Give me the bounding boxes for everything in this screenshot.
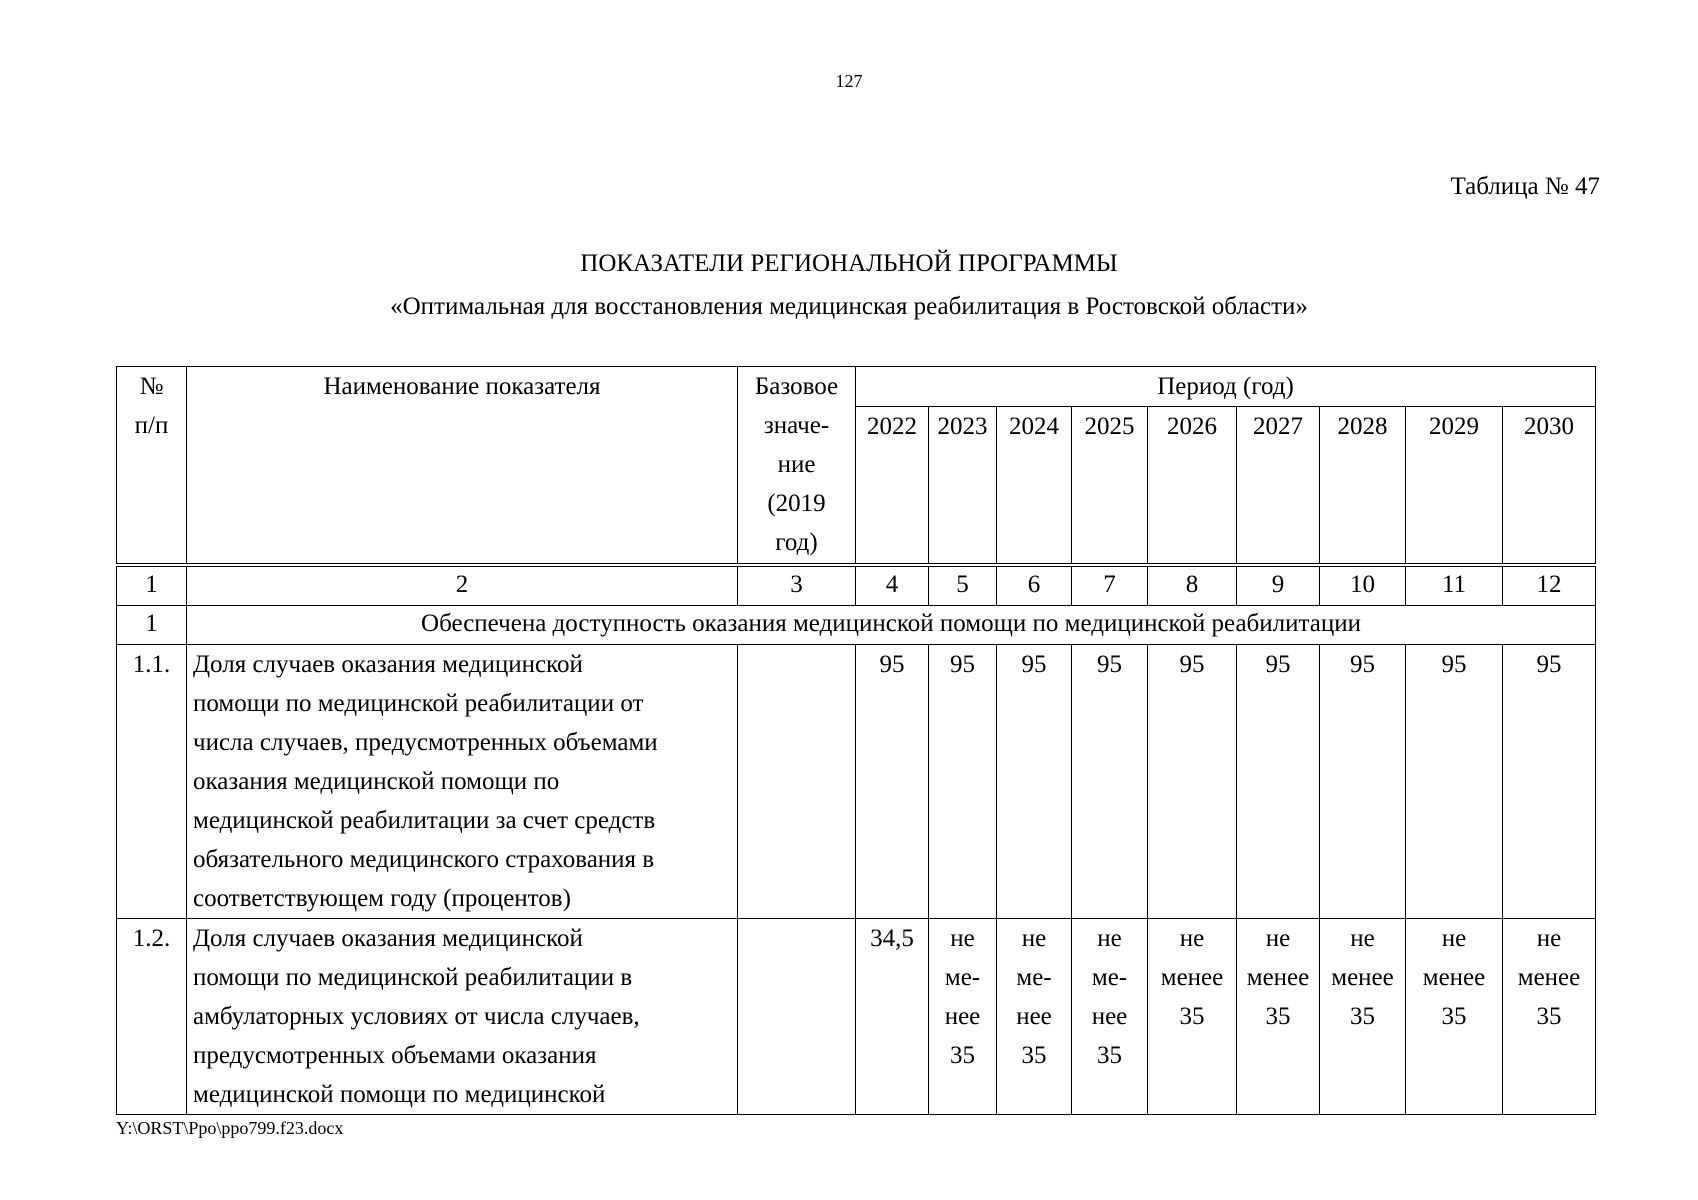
year-value-cell bbox=[1148, 919, 1237, 1115]
indicator-name-line: медицинской реабилитации за счет средств bbox=[193, 807, 656, 834]
year-value-line: не bbox=[1265, 925, 1291, 952]
year-value-cell bbox=[856, 919, 929, 1115]
indicator-name-line: обязательного медицинского страхования в bbox=[193, 846, 655, 873]
year-value-line: менее bbox=[1517, 964, 1581, 991]
document-subtitle: «Оптимальная для восстановления медицинская реабилитация в Ростовской области» bbox=[390, 293, 1308, 320]
year-value: 95 bbox=[1320, 645, 1406, 919]
column-number: 2 bbox=[187, 565, 738, 606]
header-year: 2030 bbox=[1503, 407, 1596, 566]
year-value: 95 bbox=[1237, 645, 1320, 919]
indicator-name-line: Доля случаев оказания медицинской bbox=[193, 651, 583, 678]
year-value-cell bbox=[1072, 919, 1148, 1115]
row-number: 1.1. bbox=[117, 645, 187, 919]
year-value-line: не bbox=[1536, 925, 1562, 952]
indicator-name-line: оказания медицинской помощи по bbox=[193, 768, 560, 795]
column-number: 4 bbox=[856, 565, 929, 606]
year-value-line: менее bbox=[1160, 964, 1224, 991]
header-year: 2024 bbox=[997, 407, 1072, 566]
year-value-line: нее bbox=[1016, 1003, 1052, 1030]
header-base-line: ние bbox=[777, 451, 816, 478]
column-number: 1 bbox=[117, 565, 187, 606]
year-value: 95 bbox=[1148, 645, 1237, 919]
row-number: 1.2. bbox=[117, 919, 187, 1115]
year-value-cell bbox=[929, 919, 997, 1115]
indicator-name-line: соответствующем году (процентов) bbox=[193, 885, 571, 912]
indicator-name-line: медицинской помощи по медицинской bbox=[193, 1081, 606, 1108]
year-value-line: менее bbox=[1422, 964, 1486, 991]
table-row bbox=[117, 645, 1596, 919]
year-value-line: 35 bbox=[1265, 1003, 1291, 1030]
indicator-name-line: предусмотренных объемами оказания bbox=[193, 1042, 597, 1069]
year-value-cell bbox=[1237, 919, 1320, 1115]
year-value-line: 35 bbox=[1350, 1003, 1375, 1030]
header-year: 2025 bbox=[1072, 407, 1148, 566]
header-base-line: (2019 bbox=[767, 490, 826, 517]
year-value-line: менее bbox=[1246, 964, 1310, 991]
header-number-cell bbox=[117, 367, 187, 566]
year-value-line: 35 bbox=[1536, 1003, 1562, 1030]
year-value-line: не bbox=[1350, 925, 1375, 952]
year-value: 95 bbox=[1503, 645, 1596, 919]
header-year: 2027 bbox=[1237, 407, 1320, 566]
year-value: 95 bbox=[1072, 645, 1148, 919]
column-number: 5 bbox=[929, 565, 997, 606]
year-value-line: не bbox=[950, 925, 975, 952]
year-value-line: нее bbox=[1091, 1003, 1128, 1030]
base-value bbox=[738, 645, 856, 919]
header-year: 2026 bbox=[1148, 407, 1237, 566]
indicator-name-line: числа случаев, предусмотренных объемами bbox=[193, 729, 658, 756]
column-number: 3 bbox=[738, 565, 856, 606]
year-value-line: 35 bbox=[1179, 1003, 1205, 1030]
header-base-line: Базовое bbox=[754, 373, 839, 400]
year-value-line: 35 bbox=[950, 1042, 975, 1069]
header-year: 2022 bbox=[856, 407, 929, 566]
file-path: Y:\ORST\Ppo\ppo799.f23.docx bbox=[116, 1118, 344, 1138]
indicator-name-line: помощи по медицинской реабилитации от bbox=[193, 690, 644, 717]
column-number: 9 bbox=[1237, 565, 1320, 606]
header-period: Период (год) bbox=[856, 367, 1596, 407]
header-base-value-cell bbox=[738, 367, 856, 566]
year-value-cell bbox=[1503, 919, 1596, 1115]
header-year: 2029 bbox=[1406, 407, 1503, 566]
year-value-line: 35 bbox=[1021, 1042, 1047, 1069]
indicator-name-cell bbox=[187, 645, 738, 919]
column-number: 10 bbox=[1320, 565, 1406, 606]
year-value-line: ме- bbox=[944, 964, 981, 991]
column-number: 12 bbox=[1503, 565, 1596, 606]
header-indicator-name: Наименование показателя bbox=[187, 367, 738, 566]
indicator-name-line: помощи по медицинской реабилитации в bbox=[193, 964, 633, 991]
document-title: ПОКАЗАТЕЛИ РЕГИОНАЛЬНОЙ ПРОГРАММЫ bbox=[580, 250, 1118, 277]
header-number-line: п/п bbox=[134, 412, 169, 439]
year-value: 95 bbox=[997, 645, 1072, 919]
section-number: 1 bbox=[117, 606, 187, 645]
year-value-line: не bbox=[1097, 925, 1122, 952]
indicator-name-line: амбулаторных условиях от числа случаев, bbox=[193, 1003, 640, 1030]
year-value: 95 bbox=[856, 645, 929, 919]
header-base-line: значе- bbox=[763, 412, 830, 439]
year-value-line: не bbox=[1021, 925, 1047, 952]
header-number-line: № bbox=[139, 373, 164, 400]
column-number: 11 bbox=[1406, 565, 1503, 606]
indicator-name-cell bbox=[187, 919, 738, 1115]
year-value-line: менее bbox=[1331, 964, 1394, 991]
year-value-line: нее bbox=[944, 1003, 981, 1030]
year-value-cell bbox=[997, 919, 1072, 1115]
year-value: 95 bbox=[1406, 645, 1503, 919]
column-number: 8 bbox=[1148, 565, 1237, 606]
column-number: 7 bbox=[1072, 565, 1148, 606]
year-value-line: ме- bbox=[1016, 964, 1052, 991]
header-year: 2028 bbox=[1320, 407, 1406, 566]
table-row bbox=[117, 919, 1596, 1115]
base-value bbox=[738, 919, 856, 1115]
header-base-line: год) bbox=[775, 529, 818, 556]
indicator-name-line: Доля случаев оказания медицинской bbox=[193, 925, 583, 952]
column-number: 6 bbox=[997, 565, 1072, 606]
year-value-line: не bbox=[1179, 925, 1205, 952]
year-value-cell bbox=[1406, 919, 1503, 1115]
year-value-line: 35 bbox=[1441, 1003, 1467, 1030]
year-value-cell bbox=[1320, 919, 1406, 1115]
table-label: Таблица № 47 bbox=[1450, 173, 1600, 200]
year-value-line: 35 bbox=[1097, 1042, 1122, 1069]
page-number: 127 bbox=[835, 71, 863, 91]
header-year: 2023 bbox=[929, 407, 997, 566]
year-value-line: 34,5 bbox=[870, 925, 914, 952]
year-value-line: ме- bbox=[1091, 964, 1128, 991]
section-title: Обеспечена доступность оказания медицинской помощи по медицинской реабилитации bbox=[187, 606, 1596, 645]
year-value: 95 bbox=[929, 645, 997, 919]
indicators-table bbox=[116, 366, 1596, 1115]
year-value-line: не bbox=[1441, 925, 1467, 952]
